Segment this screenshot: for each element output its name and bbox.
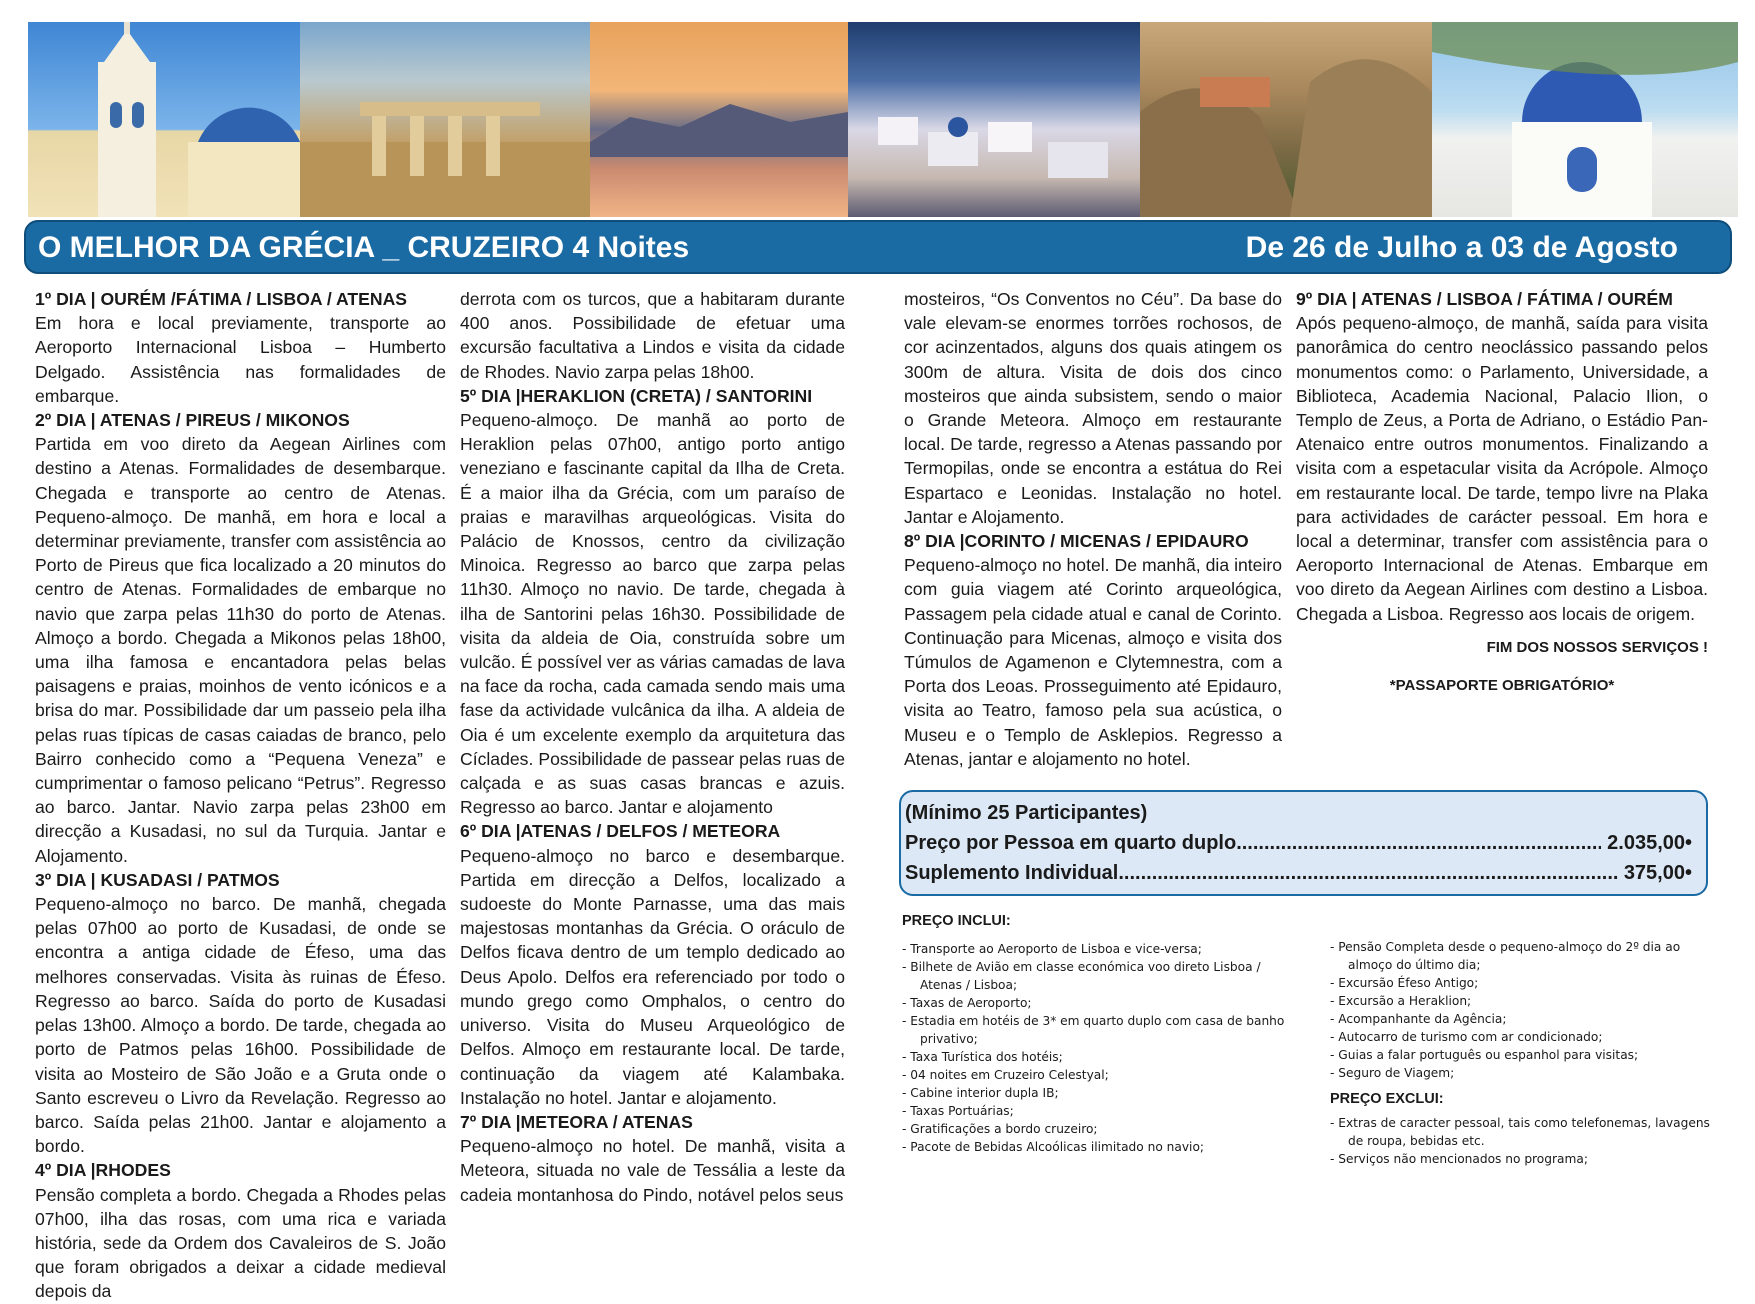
photo-sunset-sea: [590, 22, 848, 217]
includes-item: - Autocarro de turismo com ar condicionado;: [1330, 1030, 1603, 1044]
day-heading: 1º DIA | OURÉM /FÁTIMA / LISBOA / ATENAS: [35, 289, 408, 309]
includes-item: - Taxas de Aeroporto;: [902, 996, 1032, 1010]
includes-item: - Excursão a Heraklion;: [1330, 994, 1472, 1008]
day-text: Pequeno-almoço no barco e desembarque. Partida em direcção a Delfos, localizado a sudoeste do Monte Parnasse, uma das mais majestosas montanhas da Grécia. O oráculo de Delfos ficava dentro de um templo dedicado ao Deus Apolo. Delfos era referenciado por todo o mundo grego como Omphalos, o centro do universo. Visita do Museu Arqueológico de Delfos. Almoço em restaurante local. De tarde, continuação da viagem até Kalambaka. Instalação no hotel. Jantar e alojamento.: [460, 845, 845, 1108]
day-text: Pequeno-almoço. De manhã ao porto de Heraklion pelas 07h00, antigo porto antigo veneziano e fascinante capital da Ilha de Creta. É a maior ilha da Grécia, com um paraíso de praias e maravilhas arqueológicas. Visita do Palácio de Knossos, centro da civilização Minoica. Regresso ao barco que zarpa pelas 11h30. Almoço no navio. De tarde, chegada à ilha de Santorini pelas 16h30. Possibilidade de visita da aldeia de Oia, construída sobre um vulcão. É possível ver as várias camadas de lava na face da rocha, cada camada sendo mais uma fase da actividade vulcânica da ilha. A aldeia de Oia é um excelente exemplo da arquitetura das Cíclades. Possibilidade de passear pelas ruas de calçada e as suas casas brancas e azuis. Regresso ao barco. Jantar e alojamento: [460, 410, 845, 818]
day-text-continued: mosteiros, “Os Conventos no Céu”. Da base do vale elevam-se enormes torrões rochosos, de cor acinzentados, alguns dos quais atingem os 300m de altura. Visita de dois dos cinco mosteiros que ainda subsistem, sendo o maior o Grande Meteora. Almoço em restaurante local. De tarde, regresso a Atenas passando por Termopilas, onde se encontra a estátua do Rei Espartaco e Leonidas. Instalação no hotel. Jantar e Alojamento.: [904, 289, 1282, 527]
day-heading: 2º DIA | ATENAS / PIREUS / MIKONOS: [35, 410, 350, 431]
includes-item: - Seguro de Viagem;: [1330, 1066, 1455, 1080]
includes-item: - Bilhete de Avião em classe económica voo direto Lisboa / Atenas / Lisboa;: [902, 960, 1261, 992]
includes-item: - Gratificações a bordo cruzeiro;: [902, 1122, 1098, 1136]
trip-title: O MELHOR DA GRÉCIA _ CRUZEIRO 4 Noites: [38, 231, 690, 264]
photo-blue-dome-chapel: [1432, 22, 1738, 217]
day-heading: 3º DIA | KUSADASI / PATMOS: [35, 869, 280, 890]
includes-item: - Guias a falar português ou espanhol para visitas;: [1330, 1048, 1639, 1062]
double-room-price: 2.035,00•: [1607, 832, 1692, 854]
price-box: [899, 790, 1708, 896]
day-text: Pequeno-almoço no hotel. De manhã, dia inteiro com guia viagem até Corinto arqueológica, Passagem pela cidade atual e canal de Corinto. Continuação para Micenas, almoço e visita dos Túmulos de Agamenon e Clytemnestra, com a Porta dos Leoas. Prosseguimento até Epidauro, visita ao Teatro, famoso pela sua acústica, o Museu e o Templo de Asklepios. Regresso a Atenas, jantar e alojamento no hotel.: [904, 555, 1282, 769]
day-heading: 7º DIA |METEORA / ATENAS: [460, 1111, 693, 1132]
includes-item: - Transporte ao Aeroporto de Lisboa e vice-versa;: [902, 942, 1202, 956]
title-bar: [24, 220, 1732, 274]
double-room-price-row: [905, 832, 1692, 855]
includes-item: - Excursão Éfeso Antigo;: [1330, 976, 1479, 990]
passport-note: *PASSAPORTE OBRIGATÓRIO*: [1389, 677, 1615, 695]
single-supplement-label: Suplemento Individual: [905, 862, 1119, 884]
single-supplement-price: 375,00•: [1623, 862, 1692, 884]
day-text-continued: derrota com os turcos, que a habitaram durante 400 anos. Possibilidade de efetuar uma excursão facultativa a Lindos e visita da cidade de Rhodes. Navio zarpa pelas 18h00.: [460, 289, 845, 382]
single-supplement-row: [905, 862, 1692, 885]
day-text: Pequeno-almoço no barco. De manhã, chegada pelas 07h00 ao porto de Kusadasi, de onde se encontra a antiga cidade de Éfeso, uma das melhores conservadas. Visita às ruinas de Éfeso. Regresso ao barco. Saída do porto de Kusadasi pelas 13h00. Almoço a bordo. De tarde, chegada ao porto de Patmos pelas 16h00. Possibilidade de visita ao Mosteiro de São João e a Gruta onde o Santo escreveu o Livro da Revelação. Regresso ao barco. Saída pelas 21h00. Jantar e alojamento a bordo.: [35, 894, 446, 1157]
day-heading: 9º DIA | ATENAS / LISBOA / FÁTIMA / OURÉM: [1296, 289, 1673, 309]
excludes-heading: PREÇO EXCLUI:: [1330, 1091, 1444, 1107]
dot-leader: [1118, 862, 1617, 885]
price-includes-left: [902, 912, 1297, 1156]
includes-list: [1330, 938, 1710, 1082]
itinerary-column-1: [35, 287, 446, 1304]
includes-item: - Estadia em hotéis de 3* em quarto duplo com casa de banho privativo;: [902, 1014, 1285, 1046]
excludes-list: [1330, 1114, 1710, 1168]
photo-meteora-monastery: [1140, 22, 1432, 217]
includes-item: - Taxas Portuárias;: [902, 1104, 1014, 1118]
includes-item: - Pacote de Bebidas Alcoólicas ilimitado no navio;: [902, 1140, 1205, 1154]
includes-item: - 04 noites em Cruzeiro Celestyal;: [902, 1068, 1109, 1082]
day-heading: 8º DIA |CORINTO / MICENAS / EPIDAURO: [904, 531, 1249, 552]
dot-leader: [1236, 832, 1601, 855]
includes-heading: PREÇO INCLUI:: [902, 913, 1011, 929]
itinerary-column-3: [904, 287, 1282, 771]
excludes-item: - Extras de caracter pessoal, tais como telefonemas, lavagens de roupa, bebidas etc.: [1330, 1116, 1710, 1148]
day-text: Pensão completa a bordo. Chegada a Rhodes pelas 07h00, ilha das rosas, com uma rica e variada história, sede da Ordem dos Cavaleiros de S. João que foram obrigados a deixar a cidade medieval depois da: [35, 1184, 446, 1302]
day-text: Partida em voo direto da Aegean Airlines com destino a Atenas. Formalidades de desembarque. Chegada e transporte ao centro de Atenas. Pequeno-almoço. De manhã, em hora e local a determinar previamente, transfer com assistência ao Porto de Pireus que fica localizado a 20 minutos do centro de Atenas. Formalidades de embarque no navio que zarpa pelas 11h30 do porto de Atenas. Almoço a bordo. Chegada a Mikonos pelas 18h00, uma ilha famosa e encantadora pelas belas paisagens e praias, moinhos de vento icónicos e a brisa do mar. Possibilidade dar um passeio pela ilha pelas ruas típicas de casas caiadas de branco, pelo Bairro conhecido como a “Pequena Veneza” e cumprimentar o famoso pelicano “Petrus”. Regresso ao barco. Jantar. Navio zarpa pelas 23h00 em direcção a Kusadasi, no sul da Turquia. Jantar e Alojamento.: [35, 434, 446, 866]
trip-dates: De 26 de Julho a 03 de Agosto: [1245, 231, 1678, 264]
day-text: Pequeno-almoço no hotel. De manhã, visita a Meteora, situada no vale de Tessália a leste da cadeia montanhosa do Pindo, notável pelos seus: [460, 1136, 845, 1205]
day-heading: 5º DIA |HERAKLION (CRETA) / SANTORINI: [460, 385, 813, 406]
includes-item: - Cabine interior dupla IB;: [902, 1086, 1059, 1100]
itinerary-column-2: [460, 287, 845, 1207]
price-includes-right: [1330, 938, 1710, 1168]
day-text: Após pequeno-almoço, de manhã, saída para visita panorâmica do centro neoclássico passando pelos monumentos como: o Parlamento, Universidade, a Biblioteca, Academia Nacional, Palacio Ilion, o Templo de Zeus, a Porta de Adriano, o Estádio Pan-Atenaico entre outros monumentos. Finalizando a visita com a espetacular visita da Acrópole. Almoço em restaurante local. De tarde, tempo livre na Plaka para actividades de carácter pessoal. Em hora e local a determinar, transfer com assistência para o Aeroporto Internacional de Atenas. Embarque em voo direto da Aegean Airlines com destino a Lisboa. Chegada a Lisboa. Regresso aos locais de origem.: [1296, 313, 1708, 624]
itinerary-column-4: [1296, 287, 1708, 698]
excludes-item: - Serviços não mencionados no programa;: [1330, 1152, 1588, 1166]
end-of-services-note: FIM DOS NOSSOS SERVIÇOS !: [1486, 638, 1708, 656]
includes-item: - Pensão Completa desde o pequeno-almoço do 2º dia ao almoço do último dia;: [1330, 940, 1681, 972]
includes-list: [902, 940, 1297, 1156]
minimum-participants: (Mínimo 25 Participantes): [905, 802, 1148, 824]
day-heading: 4º DIA |RHODES: [35, 1160, 171, 1181]
photo-santorini-village: [848, 22, 1140, 217]
double-room-label: Preço por Pessoa em quarto duplo: [905, 832, 1237, 854]
includes-item: - Acompanhante da Agência;: [1330, 1012, 1507, 1026]
photo-erechtheion: [300, 22, 590, 217]
day-text: Em hora e local previamente, transporte ao Aeroporto Internacional Lisboa – Humberto Delgado. Assistência nas formalidades de embarque.: [35, 313, 446, 406]
includes-item: - Taxa Turística dos hotéis;: [902, 1050, 1063, 1064]
day-heading: 6º DIA |ATENAS / DELFOS / METEORA: [460, 821, 781, 842]
photo-bell-tower-church: [28, 22, 300, 217]
photo-banner: [28, 22, 1738, 217]
